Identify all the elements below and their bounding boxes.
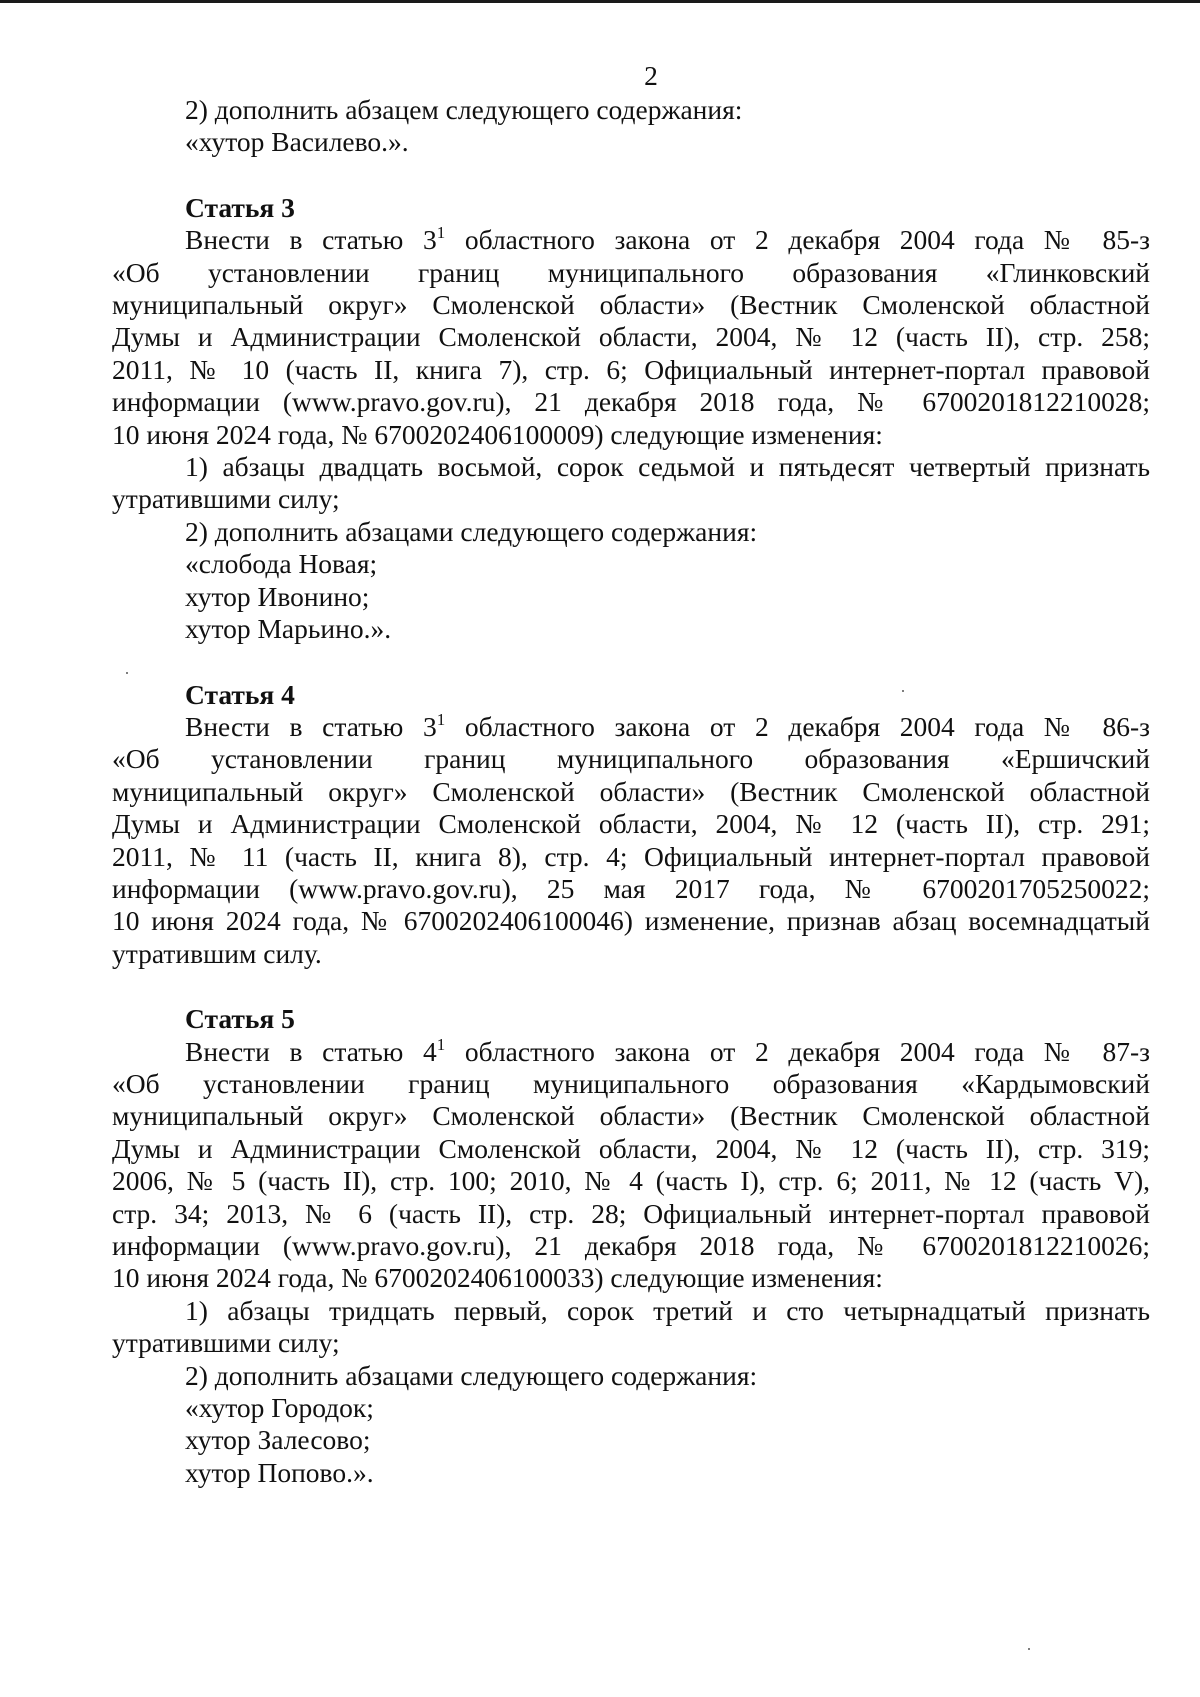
article-5-line-8: 10 июня 2024 года, № 6700202406100033) следующие изменения: xyxy=(112,1262,883,1294)
article-3-line-13: хутор Марьино.». xyxy=(185,613,392,645)
article-4-line-1 xyxy=(112,711,1150,743)
scan-speck xyxy=(902,690,904,692)
article-5-line-2: «Об установлении границ муниципального образования «Кардымовский xyxy=(112,1067,1150,1099)
article-5-line-7: информации (www.pravo.gov.ru), 21 декабря 2018 года, № 6700201812210026; xyxy=(112,1230,1150,1261)
article-3-text: Внести в статью 3 xyxy=(185,224,437,256)
article-5-line-4: Думы и Администрации Смоленской области, 2004, № 12 (часть II), стр. 319; xyxy=(112,1132,1150,1164)
article-4-line-8: утратившим силу. xyxy=(112,937,322,969)
article-3-line-1 xyxy=(112,224,1150,256)
article-4-line-5: 2011, № 11 (часть II, книга 8), стр. 4; Официальный интернет-портал правовой xyxy=(112,840,1150,872)
article-5-line-10: утратившими силу; xyxy=(112,1327,340,1359)
spacer xyxy=(112,646,1150,679)
superscript: 1 xyxy=(436,709,446,729)
superscript: 1 xyxy=(436,1034,446,1054)
article-4-line-6: информации (www.pravo.gov.ru), 25 мая 2017 года, № 6700201705250022; xyxy=(112,872,1150,904)
article-5-line-9: 1) абзацы тридцать первый, сорок третий и сто четырнадцатый признать xyxy=(185,1294,1150,1326)
article-5-line-6: стр. 34; 2013, № 6 (часть II), стр. 28; Официальный интернет-портал правовой xyxy=(112,1197,1150,1229)
intro-line-1: 2) дополнить абзацем следующего содержания: xyxy=(185,94,743,125)
article-5-line-5: 2006, № 5 (часть II), стр. 100; 2010, № 4 (часть I), стр. 6; 2011, № 12 (часть V), xyxy=(112,1165,1150,1197)
page-top-border xyxy=(0,0,1200,3)
superscript: 1 xyxy=(436,223,446,243)
article-3-line-4: Думы и Администрации Смоленской области, 2004, № 12 (часть II), стр. 258; xyxy=(112,321,1150,353)
scan-speck xyxy=(1028,1648,1030,1650)
article-4-heading: Статья 4 xyxy=(185,678,295,710)
article-5-line-13: хутор Залесово; xyxy=(185,1424,371,1456)
document-page xyxy=(112,60,1150,1489)
article-3-heading: Статья 3 xyxy=(185,191,295,223)
article-5-line-14: хутор Попово.». xyxy=(185,1456,374,1488)
article-4-text: Внести в статью 3 xyxy=(185,710,437,742)
spacer xyxy=(112,970,1150,1003)
article-4-line-7: 10 июня 2024 года, № 6700202406100046) изменение, признав абзац восемнадцатый xyxy=(112,905,1150,937)
article-5 xyxy=(112,1003,1150,1489)
article-4-line-4: Думы и Администрации Смоленской области, 2004, № 12 (часть II), стр. 291; xyxy=(112,808,1150,840)
article-5-line-1 xyxy=(112,1036,1150,1068)
article-4-line-2: «Об установлении границ муниципального образования «Ершичский xyxy=(112,743,1150,775)
article-3-line-8: 1) абзацы двадцать восьмой, сорок седьмой и пятьдесят четвертый признать xyxy=(185,451,1150,483)
article-4-text: областного закона от 2 декабря 2004 года № 86-з xyxy=(445,710,1150,742)
article-3-line-10: 2) дополнить абзацами следующего содержания: xyxy=(185,515,758,547)
article-3-line-12: хутор Ивонино; xyxy=(185,580,370,612)
article-5-text: областного закона от 2 декабря 2004 года № 87-з xyxy=(445,1035,1150,1067)
article-3-line-9: утратившими силу; xyxy=(112,483,340,515)
article-3-text: областного закона от 2 декабря 2004 года № 85-з xyxy=(445,224,1150,256)
article-3-line-5: 2011, № 10 (часть II, книга 7), стр. 6; Официальный интернет-портал правовой xyxy=(112,353,1150,385)
article-5-heading: Статья 5 xyxy=(185,1003,295,1035)
article-4-line-3: муниципальный округ» Смоленской области» (Вестник Смоленской областной xyxy=(112,775,1150,807)
article-5-line-12: «хутор Городок; xyxy=(185,1392,374,1424)
article-4 xyxy=(112,679,1150,971)
article-5-line-3: муниципальный округ» Смоленской области» (Вестник Смоленской областной xyxy=(112,1100,1150,1132)
scan-speck xyxy=(126,672,128,674)
article-3-line-6: информации (www.pravo.gov.ru), 21 декабря 2018 года, № 6700201812210028; xyxy=(112,386,1150,418)
spacer xyxy=(112,159,1150,192)
page-number: 2 xyxy=(644,60,658,91)
article-3-line-11: «слобода Новая; xyxy=(185,548,378,580)
article-3-line-2: «Об установлении границ муниципального образования «Глинковский xyxy=(112,256,1150,288)
article-5-text: Внести в статью 4 xyxy=(185,1035,437,1067)
intro-line-2: «хутор Василево.». xyxy=(185,126,409,158)
article-3-line-3: муниципальный округ» Смоленской области» (Вестник Смоленской областной xyxy=(112,289,1150,321)
article-3-line-7: 10 июня 2024 года, № 6700202406100009) следующие изменения: xyxy=(112,418,883,450)
article-3 xyxy=(112,192,1150,646)
article-5-line-11: 2) дополнить абзацами следующего содержания: xyxy=(185,1359,758,1391)
